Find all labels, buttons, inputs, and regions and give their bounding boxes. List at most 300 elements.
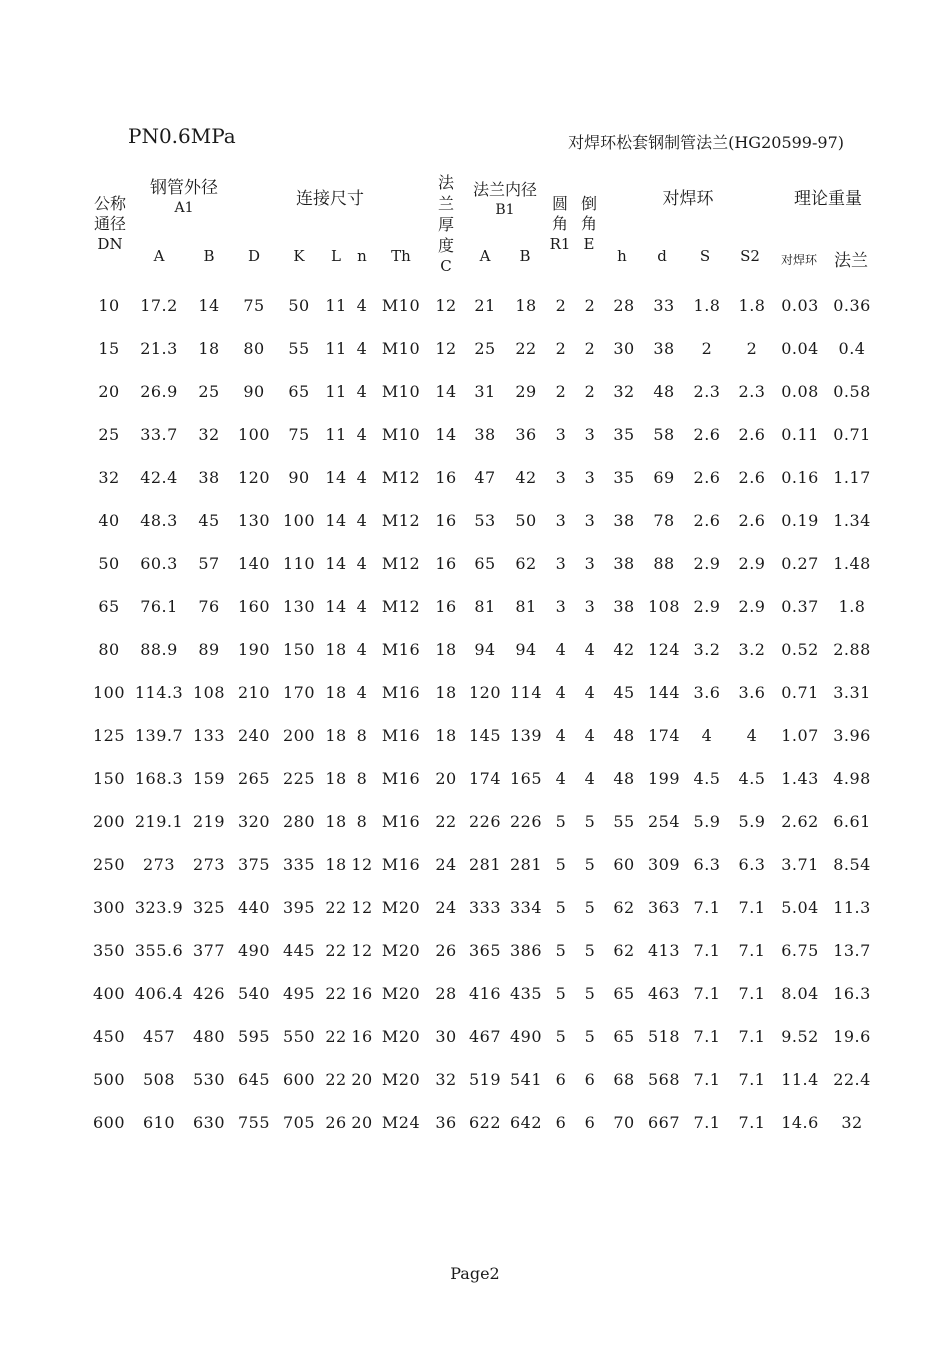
- table-cell: 22.4: [833, 1070, 871, 1089]
- table-cell: 240: [237, 726, 271, 745]
- table-cell: 200: [92, 812, 126, 831]
- table-cell: 11.4: [781, 1070, 819, 1089]
- table-cell: 8: [356, 726, 368, 745]
- table-row: [86, 628, 878, 671]
- table-cell: 435: [509, 984, 543, 1003]
- table-cell: M12: [381, 511, 421, 530]
- table-cell: 4.5: [738, 769, 766, 788]
- subheader-b1-a: A: [479, 247, 491, 265]
- table-cell: 2: [555, 339, 567, 358]
- table-cell: 130: [282, 597, 316, 616]
- table-cell: 755: [237, 1113, 271, 1132]
- table-cell: 14: [325, 468, 347, 487]
- table-cell: 48: [653, 382, 675, 401]
- flange-dimension-table: [86, 284, 878, 1144]
- table-cell: 2.6: [738, 468, 766, 487]
- table-row: [86, 757, 878, 800]
- table-cell: 2: [555, 296, 567, 315]
- table-cell: 53: [474, 511, 496, 530]
- table-cell: 18: [435, 640, 457, 659]
- subheader-pipe-b: B: [203, 247, 215, 265]
- table-cell: 5: [584, 1027, 596, 1046]
- table-cell: 69: [653, 468, 675, 487]
- table-cell: 457: [142, 1027, 176, 1046]
- table-cell: 5: [584, 812, 596, 831]
- table-cell: 22: [325, 984, 347, 1003]
- table-row: [86, 370, 878, 413]
- table-cell: 62: [515, 554, 537, 573]
- table-cell: 12: [435, 339, 457, 358]
- table-cell: 68: [613, 1070, 635, 1089]
- subheader-d-ring: d: [657, 247, 667, 265]
- table-cell: 18: [435, 726, 457, 745]
- table-cell: M20: [381, 1070, 421, 1089]
- table-cell: 26: [435, 941, 457, 960]
- table-cell: 320: [237, 812, 271, 831]
- table-cell: 35: [613, 425, 635, 444]
- table-cell: 0.16: [781, 468, 819, 487]
- table-cell: M24: [381, 1113, 421, 1132]
- table-cell: 30: [613, 339, 635, 358]
- table-cell: 450: [92, 1027, 126, 1046]
- header-fillet-1: 圆: [551, 194, 568, 213]
- table-cell: 3.6: [693, 683, 721, 702]
- table-cell: 159: [192, 769, 226, 788]
- table-cell: 110: [282, 554, 316, 573]
- table-cell: 254: [647, 812, 681, 831]
- table-cell: 12: [351, 898, 373, 917]
- table-cell: 11: [325, 425, 347, 444]
- document-title: 对焊环松套钢制管法兰(HG20599-97): [568, 133, 844, 152]
- header-ft-2: 兰: [437, 194, 454, 213]
- table-cell: 273: [192, 855, 226, 874]
- table-cell: 7.1: [693, 984, 721, 1003]
- table-cell: 2.9: [738, 597, 766, 616]
- table-cell: 133: [192, 726, 226, 745]
- table-cell: 595: [237, 1027, 271, 1046]
- header-ft-5: C: [440, 257, 452, 275]
- table-cell: 377: [192, 941, 226, 960]
- table-cell: 7.1: [738, 941, 766, 960]
- table-cell: 14: [198, 296, 220, 315]
- table-cell: 33.7: [140, 425, 178, 444]
- table-cell: 32: [198, 425, 220, 444]
- table-cell: 6.61: [833, 812, 871, 831]
- subheader-s2: S2: [740, 247, 760, 265]
- table-cell: M16: [381, 855, 421, 874]
- table-cell: 2.6: [738, 425, 766, 444]
- table-cell: 7.1: [693, 941, 721, 960]
- table-cell: 440: [237, 898, 271, 917]
- table-cell: 81: [474, 597, 496, 616]
- table-cell: 334: [509, 898, 543, 917]
- table-cell: 13.7: [833, 941, 871, 960]
- table-cell: 3: [555, 554, 567, 573]
- table-cell: 4: [356, 597, 368, 616]
- table-cell: 65: [98, 597, 120, 616]
- header-fillet-2: 角: [551, 214, 568, 233]
- header-ft-3: 厚: [437, 215, 454, 234]
- table-cell: 1.48: [833, 554, 871, 573]
- table-cell: 18: [515, 296, 537, 315]
- table-cell: 5: [584, 941, 596, 960]
- table-cell: 22: [515, 339, 537, 358]
- table-cell: 2.6: [693, 425, 721, 444]
- table-cell: 55: [288, 339, 310, 358]
- table-cell: 2.9: [738, 554, 766, 573]
- header-flange-id: [464, 180, 546, 220]
- table-cell: 335: [282, 855, 316, 874]
- table-cell: 323.9: [134, 898, 184, 917]
- subheader-l: L: [331, 247, 341, 265]
- table-cell: 6: [584, 1070, 596, 1089]
- pressure-rating: PN0.6MPa: [128, 124, 236, 148]
- table-row: [86, 800, 878, 843]
- table-cell: 4: [555, 769, 567, 788]
- table-cell: 7.1: [738, 1027, 766, 1046]
- table-cell: 100: [282, 511, 316, 530]
- header-pipe-od-code: A1: [174, 200, 194, 216]
- table-cell: 273: [142, 855, 176, 874]
- table-cell: 14.6: [781, 1113, 819, 1132]
- table-cell: 600: [282, 1070, 316, 1089]
- table-cell: 32: [98, 468, 120, 487]
- table-cell: 18: [325, 769, 347, 788]
- table-row: [86, 886, 878, 929]
- table-cell: 76: [198, 597, 220, 616]
- table-cell: M16: [381, 769, 421, 788]
- table-cell: 65: [288, 382, 310, 401]
- table-cell: 386: [509, 941, 543, 960]
- table-cell: 4: [356, 296, 368, 315]
- table-cell: 550: [282, 1027, 316, 1046]
- table-cell: 600: [92, 1113, 126, 1132]
- table-cell: 12: [351, 941, 373, 960]
- table-cell: 38: [474, 425, 496, 444]
- table-cell: 11.3: [833, 898, 871, 917]
- table-cell: 5: [555, 1027, 567, 1046]
- table-cell: 500: [92, 1070, 126, 1089]
- table-cell: M12: [381, 597, 421, 616]
- table-cell: M10: [381, 296, 421, 315]
- table-cell: 11: [325, 339, 347, 358]
- table-cell: 18: [325, 812, 347, 831]
- table-cell: 12: [435, 296, 457, 315]
- table-cell: 42.4: [140, 468, 178, 487]
- table-cell: 36: [515, 425, 537, 444]
- table-cell: 219.1: [134, 812, 184, 831]
- table-cell: 16: [435, 511, 457, 530]
- header-nominal-diameter: [88, 194, 132, 254]
- table-cell: 14: [325, 511, 347, 530]
- table-cell: 540: [237, 984, 271, 1003]
- table-cell: 89: [198, 640, 220, 659]
- table-cell: 363: [647, 898, 681, 917]
- header-weight: 理论重量: [794, 189, 862, 209]
- table-cell: 7.1: [693, 1113, 721, 1132]
- table-cell: 2: [555, 382, 567, 401]
- table-cell: 29: [515, 382, 537, 401]
- table-cell: 15: [98, 339, 120, 358]
- table-cell: 667: [647, 1113, 681, 1132]
- subheader-h: h: [617, 247, 627, 265]
- table-cell: 26.9: [140, 382, 178, 401]
- table-cell: 281: [468, 855, 502, 874]
- table-cell: 168.3: [134, 769, 184, 788]
- table-cell: 108: [192, 683, 226, 702]
- table-cell: 174: [647, 726, 681, 745]
- table-cell: 60.3: [140, 554, 178, 573]
- table-cell: 25: [474, 339, 496, 358]
- table-cell: 22: [325, 941, 347, 960]
- table-cell: 350: [92, 941, 126, 960]
- table-cell: 413: [647, 941, 681, 960]
- table-cell: 7.1: [738, 984, 766, 1003]
- subheader-b1-b: B: [519, 247, 531, 265]
- table-cell: 6: [555, 1070, 567, 1089]
- table-cell: 5: [584, 898, 596, 917]
- table-cell: 3: [555, 597, 567, 616]
- table-cell: 28: [613, 296, 635, 315]
- table-cell: 0.36: [833, 296, 871, 315]
- table-cell: 0.71: [833, 425, 871, 444]
- table-row: [86, 972, 878, 1015]
- table-cell: 45: [198, 511, 220, 530]
- table-cell: 94: [474, 640, 496, 659]
- table-cell: 22: [325, 898, 347, 917]
- table-cell: 6: [584, 1113, 596, 1132]
- table-cell: 519: [468, 1070, 502, 1089]
- table-cell: 530: [192, 1070, 226, 1089]
- table-cell: 160: [237, 597, 271, 616]
- table-cell: 170: [282, 683, 316, 702]
- table-cell: 4: [356, 511, 368, 530]
- table-row: [86, 499, 878, 542]
- table-cell: 35: [613, 468, 635, 487]
- table-cell: 0.08: [781, 382, 819, 401]
- header-fillet-3: R1: [549, 235, 571, 253]
- table-cell: 0.19: [781, 511, 819, 530]
- table-cell: 6.3: [738, 855, 766, 874]
- table-cell: 2.9: [693, 597, 721, 616]
- table-cell: 630: [192, 1113, 226, 1132]
- table-cell: 4: [356, 425, 368, 444]
- table-cell: 3: [555, 511, 567, 530]
- table-cell: 32: [435, 1070, 457, 1089]
- table-cell: 2: [746, 339, 758, 358]
- table-row: [86, 284, 878, 327]
- table-cell: 6.3: [693, 855, 721, 874]
- table-cell: 139: [509, 726, 543, 745]
- table-cell: 265: [237, 769, 271, 788]
- table-cell: 219: [192, 812, 226, 831]
- table-cell: 226: [509, 812, 543, 831]
- table-cell: 1.07: [781, 726, 819, 745]
- table-cell: 622: [468, 1113, 502, 1132]
- header-connection: 连接尺寸: [296, 189, 364, 209]
- table-cell: 5: [555, 855, 567, 874]
- table-cell: 38: [613, 554, 635, 573]
- table-cell: 490: [509, 1027, 543, 1046]
- table-cell: M16: [381, 812, 421, 831]
- table-cell: 50: [515, 511, 537, 530]
- table-cell: 406.4: [134, 984, 184, 1003]
- table-cell: 62: [613, 941, 635, 960]
- table-cell: 8: [356, 812, 368, 831]
- table-cell: 3.31: [833, 683, 871, 702]
- table-cell: 32: [841, 1113, 863, 1132]
- table-cell: 210: [237, 683, 271, 702]
- table-cell: 120: [237, 468, 271, 487]
- table-cell: 225: [282, 769, 316, 788]
- table-cell: 78: [653, 511, 675, 530]
- table-cell: 100: [237, 425, 271, 444]
- table-cell: 4.5: [693, 769, 721, 788]
- table-cell: 325: [192, 898, 226, 917]
- table-cell: 226: [468, 812, 502, 831]
- table-cell: M20: [381, 1027, 421, 1046]
- table-cell: 18: [435, 683, 457, 702]
- subheader-weight-ring: 对焊环: [780, 253, 817, 267]
- table-cell: 120: [468, 683, 502, 702]
- table-cell: 355.6: [134, 941, 184, 960]
- table-cell: 1.8: [693, 296, 721, 315]
- table-cell: 3: [584, 511, 596, 530]
- header-chamfer-3: E: [583, 235, 595, 253]
- table-row: [86, 327, 878, 370]
- table-cell: 65: [474, 554, 496, 573]
- header-nominal-line3: DN: [97, 235, 123, 253]
- table-row: [86, 714, 878, 757]
- table-cell: 100: [92, 683, 126, 702]
- table-cell: 8.54: [833, 855, 871, 874]
- table-cell: 508: [142, 1070, 176, 1089]
- table-cell: 395: [282, 898, 316, 917]
- table-cell: 416: [468, 984, 502, 1003]
- table-cell: 8: [356, 769, 368, 788]
- table-cell: 5: [584, 855, 596, 874]
- table-cell: 125: [92, 726, 126, 745]
- table-cell: M16: [381, 683, 421, 702]
- table-cell: 24: [435, 898, 457, 917]
- table-cell: M20: [381, 941, 421, 960]
- table-cell: 114: [509, 683, 543, 702]
- table-row: [86, 456, 878, 499]
- table-cell: 3.2: [738, 640, 766, 659]
- table-cell: 281: [509, 855, 543, 874]
- table-cell: 5: [555, 898, 567, 917]
- subheader-weight-flange: 法兰: [834, 251, 868, 271]
- table-cell: 8.04: [781, 984, 819, 1003]
- table-cell: 42: [515, 468, 537, 487]
- table-cell: 88: [653, 554, 675, 573]
- table-row: [86, 1015, 878, 1058]
- table-cell: 0.27: [781, 554, 819, 573]
- table-cell: 4: [555, 726, 567, 745]
- table-cell: 140: [237, 554, 271, 573]
- table-cell: 199: [647, 769, 681, 788]
- table-cell: 4: [555, 640, 567, 659]
- table-cell: 139.7: [134, 726, 184, 745]
- header-chamfer-2: 角: [580, 214, 597, 233]
- table-cell: 124: [647, 640, 681, 659]
- table-cell: 11: [325, 382, 347, 401]
- table-cell: 3: [555, 425, 567, 444]
- header-pipe-od-label: 钢管外径: [150, 178, 218, 198]
- table-cell: 14: [435, 382, 457, 401]
- table-cell: 33: [653, 296, 675, 315]
- table-cell: 2.6: [693, 511, 721, 530]
- table-cell: 0.11: [781, 425, 819, 444]
- table-cell: 30: [435, 1027, 457, 1046]
- table-cell: 445: [282, 941, 316, 960]
- table-cell: 7.1: [738, 898, 766, 917]
- header-pipe-od: [138, 178, 230, 218]
- table-cell: 309: [647, 855, 681, 874]
- table-cell: 3.71: [781, 855, 819, 874]
- table-cell: 4: [584, 769, 596, 788]
- table-cell: M10: [381, 425, 421, 444]
- table-cell: 4: [584, 640, 596, 659]
- table-cell: 20: [351, 1113, 373, 1132]
- table-cell: 6: [555, 1113, 567, 1132]
- table-cell: 1.34: [833, 511, 871, 530]
- table-cell: 20: [351, 1070, 373, 1089]
- table-cell: 150: [92, 769, 126, 788]
- table-cell: 495: [282, 984, 316, 1003]
- table-row: [86, 1058, 878, 1101]
- table-cell: 3.2: [693, 640, 721, 659]
- table-cell: 4.98: [833, 769, 871, 788]
- table-cell: 21: [474, 296, 496, 315]
- table-cell: 3.96: [833, 726, 871, 745]
- table-cell: 65: [613, 984, 635, 1003]
- table-cell: 75: [288, 425, 310, 444]
- table-row: [86, 542, 878, 585]
- table-cell: 1.43: [781, 769, 819, 788]
- table-cell: 18: [325, 726, 347, 745]
- table-cell: 28: [435, 984, 457, 1003]
- table-cell: 16: [435, 554, 457, 573]
- table-cell: 55: [613, 812, 635, 831]
- table-cell: 2: [584, 382, 596, 401]
- table-cell: 58: [653, 425, 675, 444]
- table-cell: M16: [381, 726, 421, 745]
- table-cell: 57: [198, 554, 220, 573]
- table-row: [86, 585, 878, 628]
- table-cell: 0.71: [781, 683, 819, 702]
- table-cell: 16: [435, 468, 457, 487]
- table-cell: 4: [356, 468, 368, 487]
- table-cell: 5: [555, 984, 567, 1003]
- table-cell: 22: [325, 1027, 347, 1046]
- table-cell: 280: [282, 812, 316, 831]
- subheader-pipe-a: A: [153, 247, 165, 265]
- table-cell: 45: [613, 683, 635, 702]
- table-cell: 50: [98, 554, 120, 573]
- table-cell: 21.3: [140, 339, 178, 358]
- table-cell: 5.9: [693, 812, 721, 831]
- table-cell: 7.1: [693, 1027, 721, 1046]
- table-cell: 174: [468, 769, 502, 788]
- table-cell: 4: [356, 640, 368, 659]
- table-cell: 645: [237, 1070, 271, 1089]
- table-cell: 108: [647, 597, 681, 616]
- table-cell: 14: [325, 597, 347, 616]
- table-cell: 200: [282, 726, 316, 745]
- table-cell: 42: [613, 640, 635, 659]
- table-cell: M20: [381, 984, 421, 1003]
